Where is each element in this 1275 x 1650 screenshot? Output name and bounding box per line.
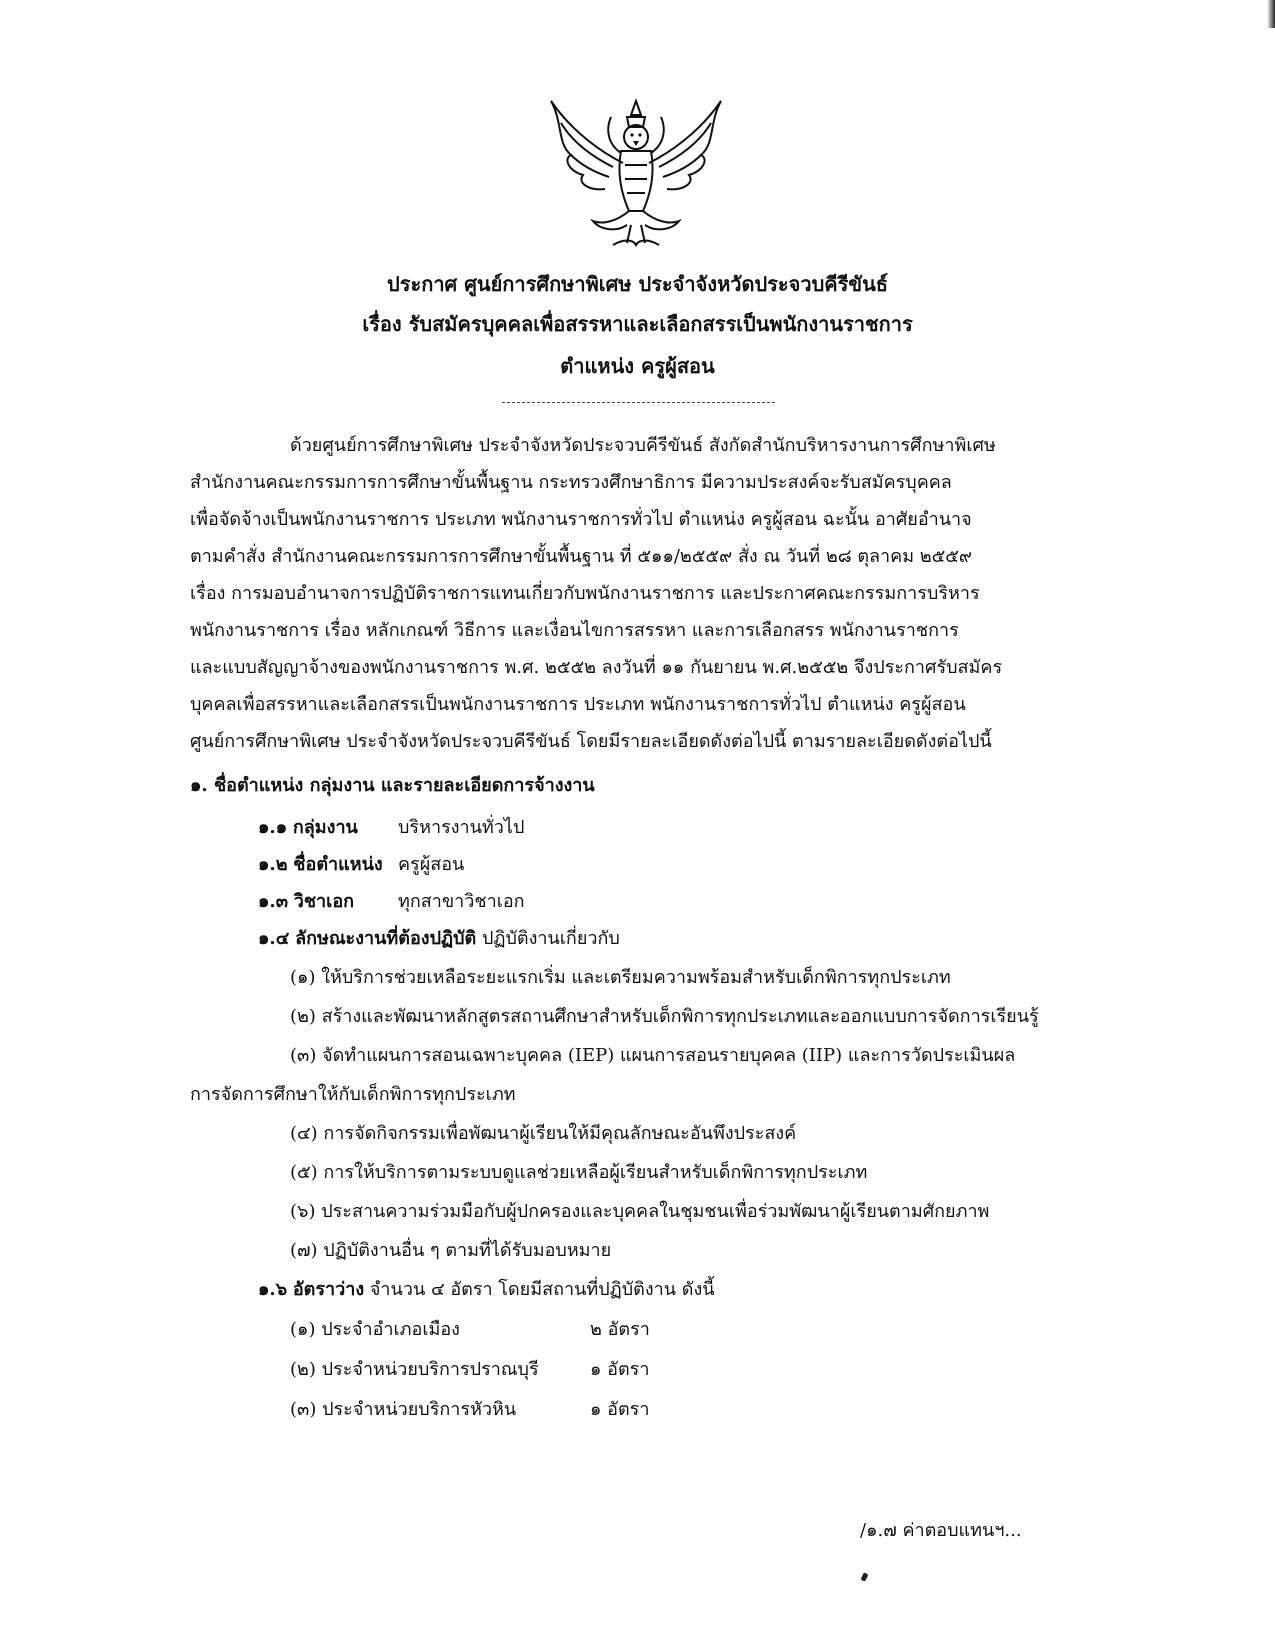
heading-divider xyxy=(502,402,775,403)
scan-edge-mark xyxy=(1267,0,1275,28)
duty-item: (๕) การให้บริการตามระบบดูแลช่วยเหลือผู้เรียนสำหรับเด็กพิการทุกประเภท xyxy=(290,1162,868,1183)
item-1-2-value: ครูผู้สอน xyxy=(398,854,465,875)
body-line: บุคคลเพื่อสรรหาและเลือกสรรเป็นพนักงานราชการ ประเภท พนักงานราชการทั่วไป ตำแหน่ง ครูผู้สอน xyxy=(190,694,966,715)
item-1-2-label: ชื่อตำแหน่ง xyxy=(293,854,383,875)
location-count: ๑ อัตรา xyxy=(590,1359,650,1380)
item-1-1-label: กลุ่มงาน xyxy=(292,817,358,838)
location-count: ๒ อัตรา xyxy=(590,1319,650,1340)
item-1-3-label: วิชาเอก xyxy=(293,891,355,912)
body-line: เพื่อจัดจ้างเป็นพนักงานราชการ ประเภท พนักงานราชการทั่วไป ตำแหน่ง ครูผู้สอน ฉะนั้น อาศัยอำนาจ xyxy=(190,509,972,530)
item-1-4-num: ๑.๔ xyxy=(258,928,290,949)
body-line: ศูนย์การศึกษาพิเศษ ประจำจังหวัดประจวบคีรีขันธ์ โดยมีรายละเอียดดังต่อไปนี้ ตามรายละเอียดดังต่อไปนี้ xyxy=(190,731,992,752)
heading-line-2: เรื่อง รับสมัครบุคคลเพื่อสรรหาและเลือกสรรเป็นพนักงานราชการ xyxy=(362,312,913,336)
item-1-1-num: ๑.๑ xyxy=(258,817,288,838)
item-1-6-value: จำนวน ๔ อัตรา โดยมีสถานที่ปฏิบัติงาน ดังนี้ xyxy=(369,1279,715,1300)
body-line: พนักงานราชการ เรื่อง หลักเกณฑ์ วิธีการ และเงื่อนไขการสรรหา และการเลือกสรร พนักงานราชการ xyxy=(190,620,959,641)
garuda-emblem-icon xyxy=(543,93,729,253)
item-1-3 xyxy=(258,890,354,914)
body-line: สำนักงานคณะกรรมการการศึกษาขั้นพื้นฐาน กระทรวงศึกษาธิการ มีความประสงค์จะรับสมัครบุคคล xyxy=(190,472,952,493)
item-1-1 xyxy=(258,816,358,840)
body-line: และแบบสัญญาจ้างของพนักงานราชการ พ.ศ. ๒๕๕๒ ลงวันที่ ๑๑ กันยายน พ.ศ.๒๕๕๒ จึงประกาศรับสมัคร xyxy=(190,657,1003,678)
item-1-4-value: ปฏิบัติงานเกี่ยวกับ xyxy=(481,928,620,949)
body-line: ตามคำสั่ง สำนักงานคณะกรรมการการศึกษาขั้นพื้นฐาน ที่ ๕๑๑/๒๕๕๙ สั่ง ณ วันที่ ๒๘ ตุลาคม ๒๕๕๙ xyxy=(190,546,973,567)
heading-line-3: ตำแหน่ง ครูผู้สอน xyxy=(560,354,715,378)
item-1-6 xyxy=(258,1278,715,1302)
item-1-2 xyxy=(258,853,383,877)
body-line: เรื่อง การมอบอำนาจการปฏิบัติราชการแทนเกี่ยวกับพนักงานราชการ และประกาศคณะกรรมการบริหาร xyxy=(190,583,980,604)
item-1-3-value: ทุกสาขาวิชาเอก xyxy=(398,891,525,912)
continued-marker: /๑.๗ ค่าตอบแทนฯ... xyxy=(860,1520,1022,1541)
item-1-4 xyxy=(258,927,620,951)
location-name: (๑) ประจำอำเภอเมือง xyxy=(290,1319,460,1340)
body-line: ด้วยศูนย์การศึกษาพิเศษ ประจำจังหวัดประจวบคีรีขันธ์ สังกัดสำนักบริหารงานการศึกษาพิเศษ xyxy=(290,435,996,456)
section-1-heading: ๑. ชื่อตำแหน่ง กลุ่มงาน และรายละเอียดการจ้างงาน xyxy=(190,775,595,796)
duty-item: (๒) สร้างและพัฒนาหลักสูตรสถานศึกษาสำหรับเด็กพิการทุกประเภทและออกแบบการจัดการเรียนรู้ xyxy=(290,1006,1039,1027)
duty-item: (๑) ให้บริการช่วยเหลือระยะแรกเริ่ม และเตรียมความพร้อมสำหรับเด็กพิการทุกประเภท xyxy=(290,967,951,988)
duty-item: (๗) ปฏิบัติงานอื่น ๆ ตามที่ได้รับมอบหมาย xyxy=(290,1240,612,1261)
item-1-4-label: ลักษณะงานที่ต้องปฏิบัติ xyxy=(295,928,477,949)
duty-item: (๓) จัดทำแผนการสอนเฉพาะบุคคล (IEP) แผนการสอนรายบุคคล (IIP) และการวัดประเมินผล xyxy=(290,1045,1016,1066)
location-count: ๑ อัตรา xyxy=(590,1399,650,1420)
item-1-2-num: ๑.๒ xyxy=(258,854,288,875)
item-1-3-num: ๑.๓ xyxy=(258,891,288,912)
scan-speck xyxy=(861,1572,869,1581)
item-1-1-value: บริหารงานทั่วไป xyxy=(398,817,525,838)
duty-item-continuation: การจัดการศึกษาให้กับเด็กพิการทุกประเภท xyxy=(190,1084,516,1105)
location-name: (๒) ประจำหน่วยบริการปราณบุรี xyxy=(290,1359,539,1380)
item-1-6-label: อัตราว่าง xyxy=(292,1279,365,1300)
duty-item: (๔) การจัดกิจกรรมเพื่อพัฒนาผู้เรียนให้มีคุณลักษณะอันพึงประสงค์ xyxy=(290,1123,797,1144)
location-name: (๓) ประจำหน่วยบริการหัวหิน xyxy=(290,1399,517,1420)
item-1-6-num: ๑.๖ xyxy=(258,1279,288,1300)
heading-line-1: ประกาศ ศูนย์การศึกษาพิเศษ ประจำจังหวัดประจวบคีรีขันธ์ xyxy=(387,272,888,296)
duty-item: (๖) ประสานความร่วมมือกับผู้ปกครองและบุคคลในชุมชนเพื่อร่วมพัฒนาผู้เรียนตามศักยภาพ xyxy=(290,1201,990,1222)
